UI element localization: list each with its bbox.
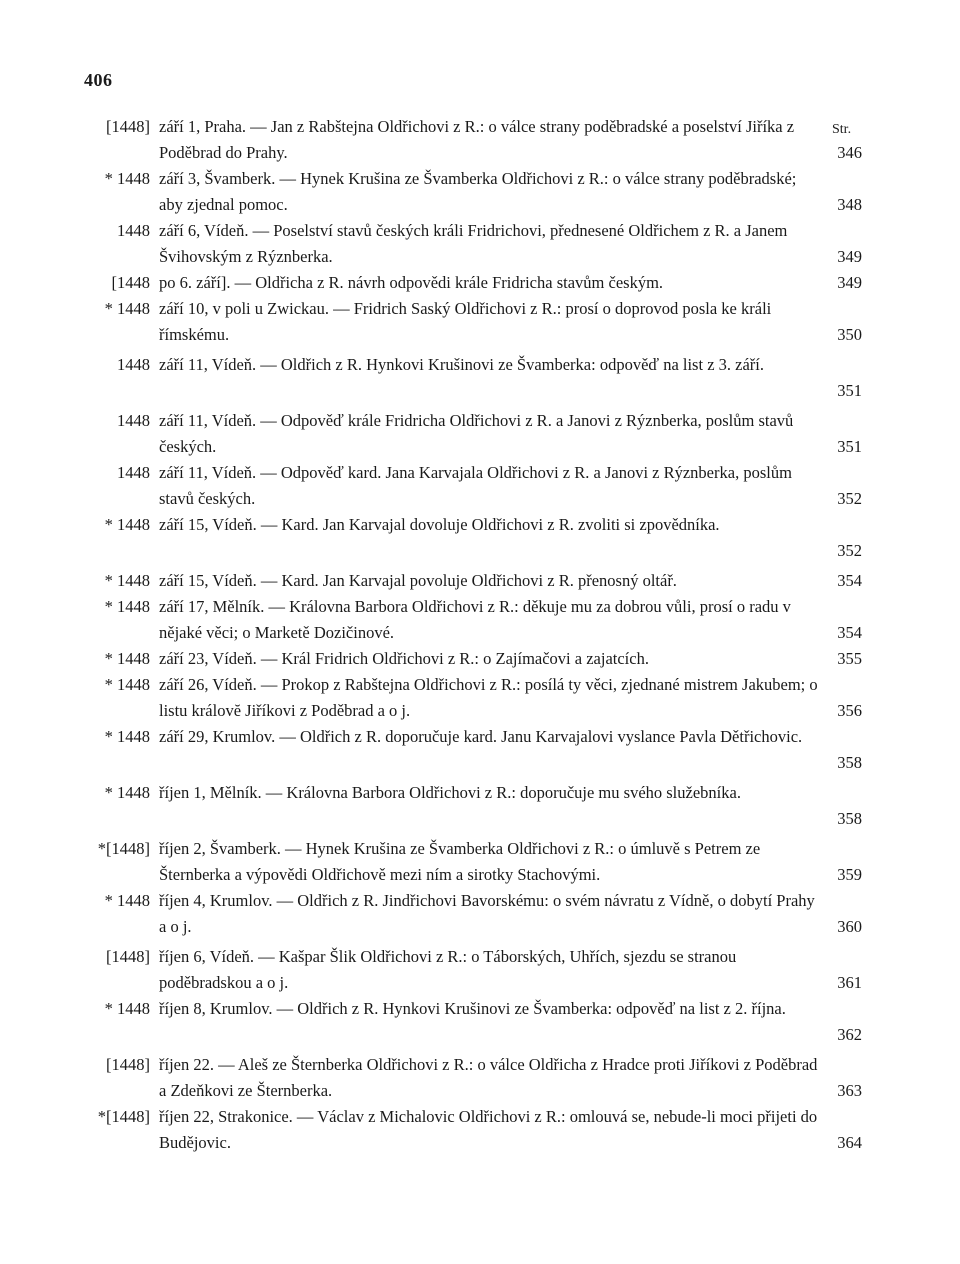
- entry-text: říjen 22, Strakonice. — Václav z Michalovic Oldřichovi z R.: omlouvá se, nebude-li moci přijeti do Budějovic.: [159, 1107, 818, 1152]
- page-number: 406: [84, 70, 113, 90]
- entry-text: září 10, v poli u Zwickau. — Fridrich Saský Oldřichovi z R.: prosí o doprovod posla ke králi římskému.: [159, 299, 772, 344]
- entry-text: září 3, Švamberk. — Hynek Krušina ze Švamberka Oldřichovi z R.: o válce strany poděbradské; aby zjednal pomoc.: [159, 169, 797, 214]
- list-item: [0, 996, 960, 1048]
- entry-page-ref: 358: [837, 809, 862, 828]
- entry-page-ref: 352: [837, 489, 862, 508]
- list-item: [0, 646, 960, 672]
- entry-page-ref: 351: [837, 381, 862, 400]
- list-item: [0, 888, 960, 940]
- entry-page-ref: 354: [837, 571, 862, 590]
- entry-text: září 11, Vídeň. — Odpověď kard. Jana Karvajala Oldřichovi z R. a Janovi z Rýznberka, poslům stavů českých.: [159, 463, 792, 508]
- entry-date-marker: * 1448: [104, 299, 150, 318]
- entry-page-ref: 351: [837, 437, 862, 456]
- entry-page-ref: 349: [837, 273, 862, 292]
- entry-text: září 23, Vídeň. — Král Fridrich Oldřichovi z R.: o Zajímačovi a zajatcích.: [159, 649, 649, 668]
- entry-text: září 6, Vídeň. — Poselství stavů českých králi Fridrichovi, přednesené Oldřichem z R. a Janem Švihovským z Rýznberka.: [159, 221, 788, 266]
- entry-date-marker: * 1448: [104, 891, 150, 910]
- entry-text: září 11, Vídeň. — Odpověď krále Fridricha Oldřichovi z R. a Janovi z Rýznberka, poslům stavů českých.: [159, 411, 794, 456]
- list-item: [0, 944, 960, 996]
- entry-text: říjen 2, Švamberk. — Hynek Krušina ze Švamberka Oldřichovi z R.: o úmluvě s Petrem ze Šternberka a výpovědi Oldřichově mezi ním a sirotky Stachovými.: [159, 839, 761, 884]
- list-item: [0, 408, 960, 460]
- list-item: [0, 270, 960, 296]
- list-item: [0, 296, 960, 348]
- entry-date-marker: * 1448: [104, 597, 150, 616]
- entry-page-ref: 359: [837, 865, 862, 884]
- entry-date-marker: 1448: [117, 221, 150, 240]
- list-item: [0, 672, 960, 724]
- entry-date-marker: 1448: [117, 463, 150, 482]
- entry-page-ref: 364: [837, 1133, 862, 1152]
- entry-page-ref: 348: [837, 195, 862, 214]
- list-item: [0, 114, 960, 166]
- entry-page-ref: 363: [837, 1081, 862, 1100]
- list-item: [0, 568, 960, 594]
- list-item: [0, 836, 960, 888]
- list-item: [0, 512, 960, 564]
- list-item: [0, 780, 960, 832]
- list-item: [0, 594, 960, 646]
- entry-text: říjen 4, Krumlov. — Oldřich z R. Jindřichovi Bavorskému: o svém návratu z Vídně, o dobytí Prahy a o j.: [159, 891, 815, 936]
- entry-date-marker: * 1448: [104, 675, 150, 694]
- page-column-label: Str.: [832, 122, 852, 137]
- list-item: [0, 218, 960, 270]
- entry-date-marker: [1448]: [106, 1055, 150, 1074]
- entry-page-ref: 362: [837, 1025, 862, 1044]
- entry-date-marker: * 1448: [104, 571, 150, 590]
- entry-date-marker: * 1448: [104, 999, 150, 1018]
- entry-text: říjen 22. — Aleš ze Šternberka Oldřichovi z R.: o válce Oldřicha z Hradce proti Jiříkovi z Poděbrad a Zdeňkovi ze Šternberka.: [159, 1055, 818, 1100]
- entry-text: říjen 6, Vídeň. — Kašpar Šlik Oldřichovi z R.: o Táborských, Uhřích, sjezdu se stranou poděbradskou a o j.: [159, 947, 737, 992]
- entry-text: září 26, Vídeň. — Prokop z Rabštejna Oldřichovi z R.: posílá ty věci, zjednané mistrem Jakubem; o listu královĕ Jiříkovi z Poděbrad a o j.: [159, 675, 818, 720]
- entry-date-marker: * 1448: [104, 649, 150, 668]
- entry-date-marker: [1448: [111, 273, 150, 292]
- entry-text: září 15, Vídeň. — Kard. Jan Karvajal dovoluje Oldřichovi z R. zvoliti si zpovědníka.: [159, 515, 720, 534]
- entry-text: září 29, Krumlov. — Oldřich z R. doporučuje kard. Janu Karvajalovi vyslance Pavla Dětřichovic.: [159, 727, 803, 746]
- entry-date-marker: * 1448: [104, 169, 150, 188]
- entry-page-ref: 355: [837, 649, 862, 668]
- entry-text: září 17, Mělník. — Královna Barbora Oldřichovi z R.: děkuje mu za dobrou vůli, prosí o radu v nějaké věci; o Marketě Dozičinové.: [159, 597, 791, 642]
- entry-page-ref: 349: [837, 247, 862, 266]
- entry-date-marker: *[1448]: [97, 839, 150, 858]
- entry-date-marker: 1448: [117, 411, 150, 430]
- entry-date-marker: *[1448]: [97, 1107, 150, 1126]
- entry-page-ref: 361: [837, 973, 862, 992]
- entry-date-marker: * 1448: [104, 727, 150, 746]
- entry-page-ref: 356: [837, 701, 862, 720]
- entry-page-ref: 354: [837, 623, 862, 642]
- list-item: [0, 1104, 960, 1156]
- entry-text: září 11, Vídeň. — Oldřich z R. Hynkovi Krušinovi ze Švamberka: odpověď na list z 3. září.: [159, 355, 764, 374]
- entry-text: říjen 8, Krumlov. — Oldřich z R. Hynkovi Krušinovi ze Švamberka: odpověď na list z 2. října.: [159, 999, 786, 1018]
- entry-text: září 15, Vídeň. — Kard. Jan Karvajal povoluje Oldřichovi z R. přenosný oltář.: [159, 571, 677, 590]
- entry-page-ref: 360: [837, 917, 862, 936]
- list-item: [0, 166, 960, 218]
- entry-date-marker: * 1448: [104, 783, 150, 802]
- list-item: [0, 724, 960, 776]
- entry-date-marker: [1448]: [106, 117, 150, 136]
- regest-list: [0, 114, 960, 1156]
- entry-text: po 6. září]. — Oldřicha z R. návrh odpovědi krále Fridricha stavům českým.: [159, 273, 664, 292]
- entry-date-marker: * 1448: [104, 515, 150, 534]
- list-item: [0, 352, 960, 404]
- entry-page-ref: 350: [837, 325, 862, 344]
- entry-page-ref: 352: [837, 541, 862, 560]
- entry-page-ref: 358: [837, 753, 862, 772]
- list-item: [0, 460, 960, 512]
- entry-date-marker: [1448]: [106, 947, 150, 966]
- entry-date-marker: 1448: [117, 355, 150, 374]
- list-item: [0, 1052, 960, 1104]
- entry-text: říjen 1, Mělník. — Královna Barbora Oldřichovi z R.: doporučuje mu svého služebníka.: [159, 783, 741, 802]
- entry-text: září 1, Praha. — Jan z Rabštejna Oldřichovi z R.: o válce strany poděbradské a poselství Jiříka z Poděbrad do Prahy.: [159, 117, 795, 162]
- entry-page-ref: 346: [837, 143, 862, 162]
